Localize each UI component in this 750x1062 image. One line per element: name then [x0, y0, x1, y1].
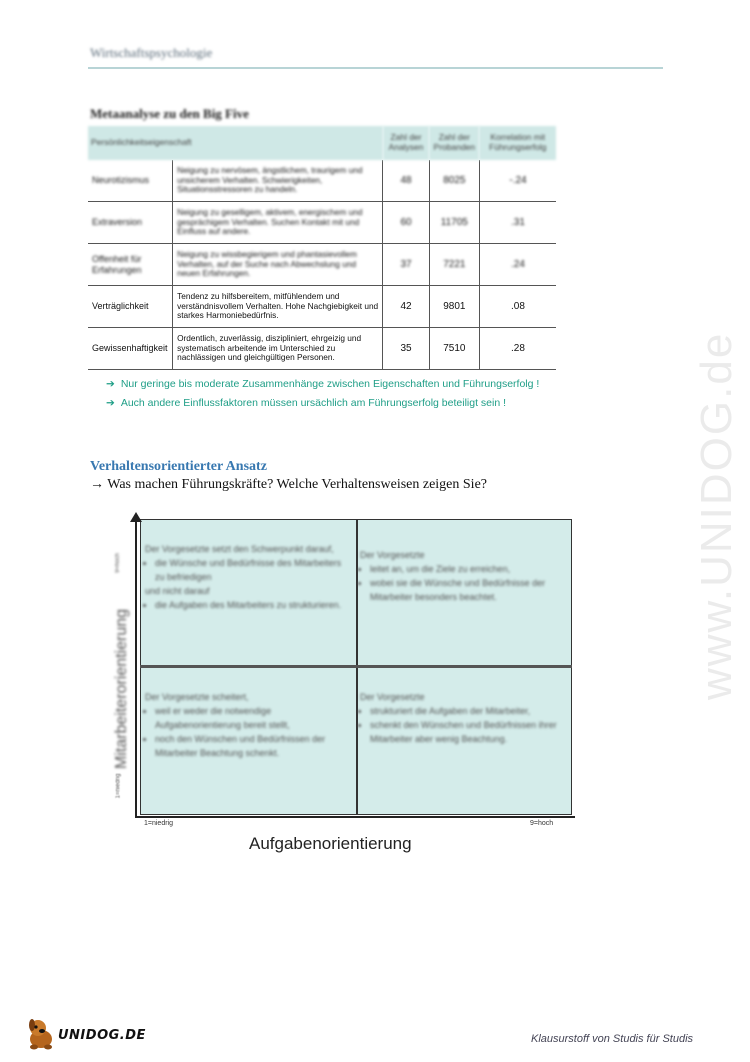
cell-item: • die Wünsche und Bedürfnisse des Mitarbeiters zu befriedigen: [155, 556, 350, 584]
table-header-trait: Persönlichkeitseigenschaft: [88, 126, 383, 160]
row-trait: Gewissenhaftigkeit: [88, 328, 173, 370]
grid-cell-top-right: [360, 548, 565, 604]
x-axis-high-label: 9=hoch: [530, 820, 554, 827]
row-correlation: .28: [479, 328, 556, 370]
y-axis-low-label: 1=niedrig: [115, 773, 122, 799]
row-trait: Verträglichkeit: [88, 286, 173, 328]
table-row: [88, 244, 556, 286]
table-header-row: [88, 126, 556, 160]
note-item: [106, 375, 539, 394]
dog-icon: [24, 1017, 60, 1051]
header-divider: [88, 67, 663, 69]
row-analyses: 60: [383, 202, 429, 244]
note-text: Nur geringe bis moderate Zusammenhänge zwischen Eigenschaften und Führungserfolg !: [120, 378, 540, 390]
cell-item: • weil er weder die notwendige Aufgabenorientierung bereit stellt,: [155, 704, 350, 732]
cell-intro: Der Vorgesetzte scheitert,: [145, 692, 249, 702]
row-correlation: -.24: [479, 160, 556, 202]
row-description: Ordentlich, zuverlässig, diszipliniert, ehrgeizig und systematisch arbeitende im Unterschied zu nachlässigen und gleichgültigen Personen.: [173, 328, 383, 370]
header-title: Wirtschaftspsychologie: [90, 45, 213, 60]
row-correlation: .31: [479, 202, 556, 244]
arrow-up-icon: [130, 512, 142, 522]
cell-item: • noch den Wünschen und Bedürfnissen der Mitarbeiter Beachtung schenkt.: [155, 732, 350, 760]
table-header-correlation: Korrelation mit Führungserfolg: [479, 126, 556, 160]
cell-intro: Der Vorgesetzte: [360, 692, 425, 702]
table-row: [88, 286, 556, 328]
table-row: [88, 202, 556, 244]
arrow-right-icon: ➔: [106, 397, 115, 409]
row-subjects: 8025: [429, 160, 479, 202]
y-axis-label: Mitarbeiterorientierung: [113, 608, 130, 770]
notes-list: [106, 375, 539, 413]
table-header-analyses: Zahl der Analysen: [383, 126, 429, 160]
grid-cell-top-left: [145, 542, 350, 612]
row-subjects: 9801: [429, 286, 479, 328]
behavior-title: Verhaltensorientierter Ansatz: [90, 459, 267, 474]
note-text: Auch andere Einflussfaktoren müssen ursächlich am Führungserfolg beteiligt sein !: [120, 397, 507, 409]
arrow-right-icon: ➔: [106, 378, 115, 390]
grid-cell-bottom-left: [145, 690, 350, 760]
row-trait: Neurotizismus: [88, 160, 173, 202]
row-analyses: 37: [383, 244, 429, 286]
cell-intro: Der Vorgesetzte setzt den Schwerpunkt darauf,: [145, 544, 334, 554]
note-item: [106, 394, 539, 413]
row-analyses: 35: [383, 328, 429, 370]
cell-item: • wobei sie die Wünsche und Bedürfnisse der Mitarbeiter besonders beachtet.: [370, 576, 565, 604]
row-correlation: .24: [479, 244, 556, 286]
row-correlation: .08: [479, 286, 556, 328]
section-title: Metaanalyse zu den Big Five: [90, 106, 249, 121]
x-axis-line: [135, 816, 575, 818]
y-axis-line: [135, 516, 137, 818]
logo-text[interactable]: UNIDOG.DE: [58, 1028, 146, 1043]
row-description: Neigung zu geselligem, aktivem, energischem und gesprächigem Verhalten. Suchen Kontakt mit und Einfluss auf andere.: [173, 202, 383, 244]
cell-mid: und nicht darauf: [145, 586, 210, 596]
grid-horizontal-divider: [140, 665, 572, 668]
row-subjects: 11705: [429, 202, 479, 244]
row-analyses: 42: [383, 286, 429, 328]
cell-intro: Der Vorgesetzte: [360, 550, 425, 560]
row-analyses: 48: [383, 160, 429, 202]
cell-item: • leitet an, um die Ziele zu erreichen,: [370, 562, 565, 576]
x-axis-label: Aufgabenorientierung: [249, 834, 412, 853]
cell-item: • die Aufgaben des Mitarbeiters zu strukturieren.: [155, 598, 350, 612]
table-row: [88, 328, 556, 370]
cell-item: • strukturiert die Aufgaben der Mitarbeiter,: [370, 704, 565, 718]
row-subjects: 7221: [429, 244, 479, 286]
y-axis-high-label: 9=hoch: [114, 553, 121, 573]
row-description: Tendenz zu hilfsbereitem, mitfühlendem und verständnisvollem Verhalten. Hohe Nachgiebigkeit und starkes Harmoniebedürfnis.: [173, 286, 383, 328]
behavior-question: → Was machen Führungskräfte? Welche Verhaltensweisen zeigen Sie?: [90, 477, 488, 492]
cell-item: • schenkt den Wünschen und Bedürfnissen ihrer Mitarbeiter aber wenig Beachtung.: [370, 718, 565, 746]
x-axis-low-label: 1=niedrig: [144, 820, 173, 827]
row-description: Neigung zu nervösem, ängstlichem, traurigem und unsicherem Verhalten. Schwierigkeiten, Situationsstressoren zu handeln.: [173, 160, 383, 202]
row-subjects: 7510: [429, 328, 479, 370]
footer-tagline: Klausurstoff von Studis für Studis: [531, 1033, 694, 1045]
big-five-table: [88, 126, 556, 370]
table-header-subjects: Zahl der Probanden: [429, 126, 479, 160]
row-trait: Offenheit für Erfahrungen: [88, 244, 173, 286]
table-row: [88, 160, 556, 202]
watermark: www.UNIDOG.de: [692, 331, 741, 700]
grid-cell-bottom-right: [360, 690, 565, 746]
row-trait: Extraversion: [88, 202, 173, 244]
row-description: Neigung zu wissbegierigem und phantasievollem Verhalten, auf der Suche nach Abwechslung und neuen Erfahrungen.: [173, 244, 383, 286]
